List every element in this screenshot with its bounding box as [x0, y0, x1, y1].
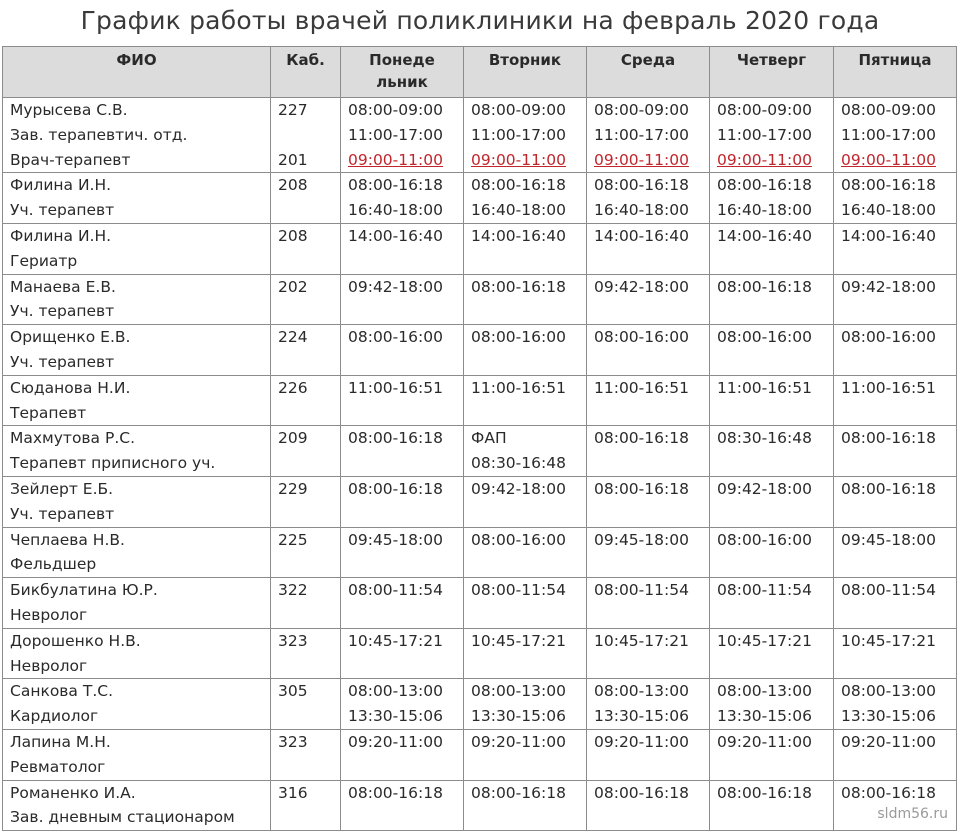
- column-header-monday: [341, 47, 464, 98]
- doctor-name-cell: [3, 173, 271, 224]
- doctor-name-line: Зейлерт Е.Б.: [10, 479, 114, 498]
- cabinet-line: 208: [278, 226, 308, 245]
- schedule-cell-friday: [834, 527, 957, 578]
- column-header-tuesday: [464, 47, 587, 98]
- schedule-time-line: 11:00-17:00: [348, 125, 443, 144]
- doctor-name-cell: [3, 223, 271, 274]
- schedule-cell-friday: [834, 628, 957, 679]
- schedule-cell-wednesday: [587, 223, 710, 274]
- schedule-cell-thursday: [710, 780, 834, 831]
- cabinet-cell: [271, 729, 341, 780]
- schedule-cell-monday: [341, 780, 464, 831]
- schedule-time-line: 14:00-16:40: [348, 226, 443, 245]
- schedule-time-line: 08:00-16:18: [348, 429, 443, 448]
- table-row: [3, 375, 957, 426]
- cabinet-line: 227: [278, 101, 308, 119]
- schedule-time-line: 08:00-13:00: [717, 682, 812, 701]
- schedule-cell-thursday: [710, 274, 834, 325]
- doctor-name-line: Лапина М.Н.: [10, 732, 111, 751]
- schedule-cell-tuesday: [464, 375, 587, 426]
- doctor-name-line: Врач-терапевт: [10, 150, 131, 169]
- schedule-time-line: 08:00-09:00: [594, 101, 689, 119]
- column-header-cabinet: [271, 47, 341, 98]
- schedule-time-line: 08:00-16:00: [471, 328, 566, 347]
- schedule-time-line: 11:00-16:51: [348, 378, 443, 397]
- schedule-time-line: 08:00-16:18: [348, 479, 443, 498]
- schedule-time-line: 08:00-16:00: [594, 328, 689, 347]
- schedule-time-line: 08:00-16:18: [717, 277, 812, 296]
- cabinet-cell: [271, 476, 341, 527]
- cabinet-line: 224: [278, 328, 308, 347]
- cabinet-cell: [271, 325, 341, 376]
- schedule-cell-wednesday: [587, 476, 710, 527]
- schedule-time-line: 13:30-15:06: [594, 707, 689, 726]
- schedule-cell-wednesday: [587, 679, 710, 730]
- schedule-cell-friday: [834, 325, 957, 376]
- schedule-cell-monday: [341, 578, 464, 629]
- schedule-time-line: 09:42-18:00: [348, 277, 443, 296]
- header-label: Каб.: [286, 51, 325, 69]
- schedule-time-line: 08:00-11:54: [717, 581, 812, 600]
- schedule-cell-monday: [341, 274, 464, 325]
- schedule-time-line: 09:20-11:00: [594, 732, 689, 751]
- schedule-cell-wednesday: [587, 578, 710, 629]
- schedule-time-line: 09:00-11:00: [594, 150, 689, 169]
- doctor-name-line: Чеплаева Н.В.: [10, 530, 125, 549]
- cabinet-cell: [271, 375, 341, 426]
- schedule-time-line: 16:40-18:00: [594, 201, 689, 220]
- cabinet-cell: [271, 426, 341, 477]
- schedule-cell-tuesday: [464, 729, 587, 780]
- doctor-name-cell: [3, 476, 271, 527]
- schedule-cell-tuesday: [464, 223, 587, 274]
- schedule-cell-thursday: [710, 476, 834, 527]
- header-label: ФИО: [116, 51, 157, 69]
- schedule-time-line: 16:40-18:00: [348, 201, 443, 220]
- schedule-time-line: 08:00-16:18: [471, 783, 566, 802]
- header-label: Среда: [620, 51, 676, 69]
- schedule-cell-tuesday: [464, 628, 587, 679]
- column-header-friday: [834, 47, 957, 98]
- doctor-name-line: Филина И.Н.: [10, 176, 112, 195]
- doctor-name-line: Уч. терапевт: [10, 302, 115, 321]
- schedule-cell-monday: [341, 426, 464, 477]
- schedule-cell-tuesday: [464, 98, 587, 173]
- table-body: [3, 98, 957, 831]
- schedule-time-line: 11:00-16:51: [841, 378, 936, 397]
- cabinet-line: 322: [278, 581, 308, 600]
- schedule-cell-thursday: [710, 375, 834, 426]
- schedule-time-line: 08:00-16:00: [717, 530, 812, 549]
- schedule-cell-friday: [834, 274, 957, 325]
- schedule-time-line: 14:00-16:40: [717, 226, 812, 245]
- schedule-time-line: 08:00-16:00: [717, 328, 812, 347]
- schedule-cell-tuesday: [464, 780, 587, 831]
- doctor-name-cell: [3, 780, 271, 831]
- schedule-cell-friday: [834, 476, 957, 527]
- doctor-name-line: Невролог: [10, 656, 88, 675]
- cabinet-line: 209: [278, 429, 308, 448]
- cabinet-line: 225: [278, 530, 308, 549]
- doctor-name-line: Терапевт: [10, 403, 87, 422]
- schedule-time-line: 08:00-16:18: [841, 429, 936, 448]
- doctor-name-line: Бикбулатина Ю.Р.: [10, 581, 158, 600]
- schedule-cell-tuesday: [464, 679, 587, 730]
- table-row: [3, 426, 957, 477]
- doctor-name-cell: [3, 578, 271, 629]
- schedule-time-line: 09:00-11:00: [348, 150, 443, 169]
- cabinet-cell: [271, 274, 341, 325]
- header-label: Четверг: [736, 51, 807, 69]
- schedule-time-line: 11:00-17:00: [717, 125, 812, 144]
- table-row: [3, 729, 957, 780]
- table-row: [3, 679, 957, 730]
- schedule-cell-tuesday: [464, 476, 587, 527]
- schedule-cell-friday: [834, 426, 957, 477]
- table-row: [3, 578, 957, 629]
- cabinet-line: 323: [278, 732, 308, 751]
- schedule-time-line: 10:45-17:21: [471, 631, 566, 650]
- schedule-cell-friday: [834, 98, 957, 173]
- schedule-time-line: 08:00-09:00: [471, 101, 566, 119]
- doctor-name-line: Терапевт приписного уч.: [10, 454, 216, 473]
- schedule-time-line: 08:00-16:18: [594, 176, 689, 195]
- schedule-time-line: 08:00-11:54: [348, 581, 443, 600]
- schedule-time-line: 14:00-16:40: [594, 226, 689, 245]
- schedule-cell-monday: [341, 325, 464, 376]
- schedule-time-line: 09:42-18:00: [717, 479, 812, 498]
- doctor-name-cell: [3, 426, 271, 477]
- schedule-cell-tuesday: [464, 274, 587, 325]
- cabinet-line: 305: [278, 682, 308, 701]
- doctor-name-line: Филина И.Н.: [10, 226, 112, 245]
- schedule-cell-tuesday: [464, 325, 587, 376]
- schedule-cell-monday: [341, 223, 464, 274]
- schedule-time-line: 08:00-16:00: [348, 328, 443, 347]
- schedule-cell-thursday: [710, 223, 834, 274]
- schedule-cell-monday: [341, 527, 464, 578]
- schedule-time-line: 16:40-18:00: [841, 201, 936, 220]
- doctor-name-line: Кардиолог: [10, 707, 99, 726]
- doctor-name-cell: [3, 325, 271, 376]
- schedule-time-line: 08:30-16:48: [717, 429, 812, 448]
- doctor-name-cell: [3, 274, 271, 325]
- schedule-time-line: 08:00-16:18: [348, 783, 443, 802]
- schedule-time-line: 08:00-13:00: [594, 682, 689, 701]
- cabinet-line: 201: [278, 150, 308, 169]
- table-row: [3, 223, 957, 274]
- schedule-time-line: 13:30-15:06: [348, 707, 443, 726]
- doctor-name-line: Дорошенко Н.В.: [10, 631, 141, 650]
- schedule-time-line: 08:00-16:18: [594, 479, 689, 498]
- doctor-name-line: Невролог: [10, 605, 88, 624]
- schedule-cell-wednesday: [587, 325, 710, 376]
- cabinet-line: 208: [278, 176, 308, 195]
- schedule-cell-wednesday: [587, 274, 710, 325]
- schedule-time-line: 09:20-11:00: [348, 732, 443, 751]
- schedule-cell-thursday: [710, 729, 834, 780]
- schedule-time-line: 11:00-17:00: [471, 125, 566, 144]
- cabinet-cell: [271, 679, 341, 730]
- schedule-time-line: 11:00-16:51: [594, 378, 689, 397]
- schedule-cell-monday: [341, 98, 464, 173]
- header-label: Пятница: [858, 51, 932, 69]
- schedule-cell-monday: [341, 729, 464, 780]
- table-header-row: [3, 47, 957, 98]
- schedule-time-line: 08:00-16:18: [471, 176, 566, 195]
- cabinet-line: 202: [278, 277, 308, 296]
- schedule-cell-wednesday: [587, 98, 710, 173]
- schedule-cell-friday: [834, 578, 957, 629]
- schedule-cell-thursday: [710, 325, 834, 376]
- schedule-cell-tuesday: [464, 527, 587, 578]
- cabinet-cell: [271, 223, 341, 274]
- column-header-thursday: [710, 47, 834, 98]
- schedule-cell-monday: [341, 173, 464, 224]
- doctor-name-cell: [3, 729, 271, 780]
- cabinet-cell: [271, 780, 341, 831]
- schedule-time-line: 14:00-16:40: [841, 226, 936, 245]
- column-header-name: [3, 47, 271, 98]
- doctor-name-cell: [3, 628, 271, 679]
- schedule-time-line: 09:00-11:00: [717, 150, 812, 169]
- schedule-time-line: 08:00-11:54: [594, 581, 689, 600]
- page-title: График работы врачей поликлиники на февраль 2020 года: [80, 6, 880, 35]
- schedule-time-line: 14:00-16:40: [471, 226, 566, 245]
- schedule-time-line: 08:00-13:00: [841, 682, 936, 701]
- schedule-time-line: 08:00-16:18: [717, 783, 812, 802]
- schedule-time-line: 09:42-18:00: [594, 277, 689, 296]
- schedule-cell-wednesday: [587, 527, 710, 578]
- schedule-cell-thursday: [710, 578, 834, 629]
- schedule-cell-thursday: [710, 628, 834, 679]
- schedule-cell-wednesday: [587, 780, 710, 831]
- schedule-cell-monday: [341, 375, 464, 426]
- schedule-time-line: 11:00-16:51: [717, 378, 812, 397]
- column-header-wednesday: [587, 47, 710, 98]
- schedule-time-line: 09:20-11:00: [717, 732, 812, 751]
- schedule-time-line: 09:42-18:00: [841, 277, 936, 296]
- doctor-name-line: Уч. терапевт: [10, 352, 115, 371]
- schedule-time-line: 08:00-16:18: [841, 176, 936, 195]
- doctor-name-line: Зав. терапевтич. отд.: [10, 125, 188, 144]
- doctor-name-line: Фельдшер: [10, 555, 97, 574]
- header-label: Вторник: [488, 51, 562, 69]
- table-row: [3, 173, 957, 224]
- schedule-time-line: 08:00-16:18: [841, 783, 936, 802]
- cabinet-line: 323: [278, 631, 308, 650]
- schedule-time-line: 10:45-17:21: [717, 631, 812, 650]
- schedule-cell-friday: [834, 679, 957, 730]
- schedule-cell-friday: [834, 729, 957, 780]
- doctor-name-cell: [3, 375, 271, 426]
- schedule-time-line: 16:40-18:00: [471, 201, 566, 220]
- schedule-time-line: 09:20-11:00: [471, 732, 566, 751]
- table-row: [3, 476, 957, 527]
- watermark: sldm56.ru: [877, 806, 948, 822]
- schedule-time-line: 10:45-17:21: [594, 631, 689, 650]
- schedule-time-line: 08:00-11:54: [841, 581, 936, 600]
- header-label: Понеде: [369, 51, 435, 69]
- doctor-name-cell: [3, 527, 271, 578]
- schedule-cell-friday: [834, 223, 957, 274]
- table-row: [3, 274, 957, 325]
- schedule-time-line: 10:45-17:21: [348, 631, 443, 650]
- schedule-time-line: 11:00-17:00: [594, 125, 689, 144]
- schedule-cell-monday: [341, 679, 464, 730]
- doctor-name-cell: [3, 679, 271, 730]
- cabinet-line: 229: [278, 479, 308, 498]
- doctor-name-line: Манаева Е.В.: [10, 277, 116, 296]
- schedule-time-line: 08:00-16:18: [594, 783, 689, 802]
- cabinet-cell: [271, 578, 341, 629]
- table-row: [3, 98, 957, 173]
- schedule-table: [2, 46, 957, 831]
- table-row: [3, 527, 957, 578]
- doctor-name-line: Зав. дневным стационаром: [10, 808, 235, 827]
- schedule-time-line: 13:30-15:06: [471, 707, 566, 726]
- schedule-cell-wednesday: [587, 729, 710, 780]
- schedule-cell-wednesday: [587, 173, 710, 224]
- schedule-time-line: 08:00-16:18: [471, 277, 566, 296]
- doctor-name-line: Ревматолог: [10, 757, 106, 776]
- schedule-time-line: 11:00-16:51: [471, 378, 566, 397]
- schedule-cell-thursday: [710, 679, 834, 730]
- schedule-time-line: 08:00-09:00: [717, 101, 812, 119]
- schedule-cell-thursday: [710, 98, 834, 173]
- doctor-name-line: Романенко И.А.: [10, 783, 136, 802]
- doctor-name-line: Мурысева С.В.: [10, 101, 128, 119]
- schedule-cell-wednesday: [587, 375, 710, 426]
- schedule-cell-tuesday: [464, 426, 587, 477]
- doctor-name-line: Уч. терапевт: [10, 201, 115, 220]
- doctor-name-line: Орищенко Е.В.: [10, 328, 131, 347]
- cabinet-line: [278, 123, 340, 148]
- table-row: [3, 780, 957, 831]
- schedule-time-line: 13:30-15:06: [717, 707, 812, 726]
- schedule-time-line: 10:45-17:21: [841, 631, 936, 650]
- schedule-cell-tuesday: [464, 578, 587, 629]
- cabinet-cell: [271, 628, 341, 679]
- schedule-time-line: 08:00-16:18: [717, 176, 812, 195]
- schedule-cell-friday: [834, 173, 957, 224]
- schedule-cell-thursday: [710, 527, 834, 578]
- table-row: [3, 628, 957, 679]
- schedule-time-line: 09:45-18:00: [348, 530, 443, 549]
- doctor-name-line: Уч. терапевт: [10, 504, 115, 523]
- schedule-time-line: 09:45-18:00: [594, 530, 689, 549]
- schedule-time-line: 08:30-16:48: [471, 454, 566, 473]
- schedule-cell-wednesday: [587, 426, 710, 477]
- doctor-name-line: Махмутова Р.С.: [10, 429, 136, 448]
- schedule-time-line: 09:20-11:00: [841, 732, 936, 751]
- table-row: [3, 325, 957, 376]
- cabinet-line: 316: [278, 783, 308, 802]
- schedule-time-line: 08:00-16:00: [841, 328, 936, 347]
- schedule-time-line: 09:00-11:00: [471, 150, 566, 169]
- schedule-cell-monday: [341, 476, 464, 527]
- doctor-name-line: Гериатр: [10, 251, 78, 270]
- doctor-name-line: Санкова Т.С.: [10, 682, 114, 701]
- schedule-time-line: 08:00-16:00: [471, 530, 566, 549]
- schedule-time-line: 08:00-16:18: [841, 479, 936, 498]
- schedule-time-line: 11:00-17:00: [841, 125, 936, 144]
- schedule-cell-monday: [341, 628, 464, 679]
- schedule-cell-thursday: [710, 173, 834, 224]
- schedule-time-line: 09:45-18:00: [841, 530, 936, 549]
- schedule-cell-thursday: [710, 426, 834, 477]
- doctor-name-line: Сюданова Н.И.: [10, 378, 131, 397]
- schedule-time-line: 08:00-16:18: [348, 176, 443, 195]
- cabinet-cell: [271, 527, 341, 578]
- schedule-time-line: 16:40-18:00: [717, 201, 812, 220]
- schedule-time-line: 08:00-09:00: [841, 101, 936, 119]
- schedule-time-line: 09:42-18:00: [471, 479, 566, 498]
- schedule-cell-tuesday: [464, 173, 587, 224]
- header-label: льник: [376, 73, 428, 91]
- schedule-time-line: 08:00-16:18: [594, 429, 689, 448]
- schedule-time-line: 08:00-13:00: [471, 682, 566, 701]
- schedule-time-line: 08:00-09:00: [348, 101, 443, 119]
- schedule-time-line: 09:00-11:00: [841, 150, 936, 169]
- schedule-cell-friday: [834, 375, 957, 426]
- cabinet-cell: [271, 173, 341, 224]
- schedule-time-line: 13:30-15:06: [841, 707, 936, 726]
- cabinet-line: 226: [278, 378, 308, 397]
- schedule-time-line: 08:00-11:54: [471, 581, 566, 600]
- cabinet-cell: [271, 98, 341, 173]
- doctor-name-cell: [3, 98, 271, 173]
- schedule-time-line: ФАП: [471, 429, 507, 448]
- schedule-cell-wednesday: [587, 628, 710, 679]
- schedule-time-line: 08:00-13:00: [348, 682, 443, 701]
